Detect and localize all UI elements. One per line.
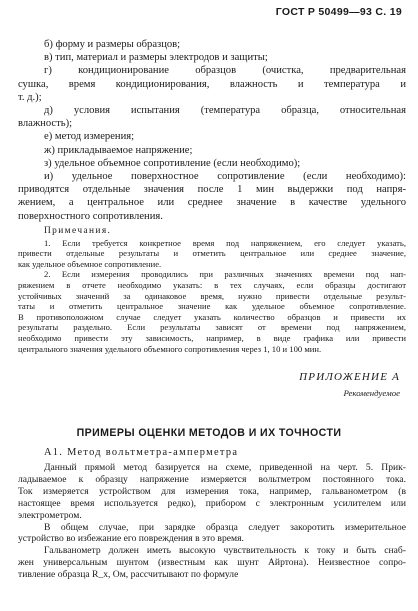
body-line-3: Ток измеряется устройством для измерения тока, например, гальванометром (в (18, 485, 406, 497)
section-title: ПРИМЕРЫ ОЦЕНКИ МЕТОДОВ И ИХ ТОЧНОСТИ (76, 427, 342, 439)
appendix-subtitle: Рекомендуемое (343, 388, 400, 398)
list-item-zh: ж) прикладываемое напряжение; (44, 144, 193, 156)
note-2-line-6: результаты раздельно. Если результаты зависят от времени под напряжением, (18, 322, 406, 333)
list-item-i-cont-1: приводятся отдельные значения после 1 мин выдержки под напря- (18, 184, 406, 196)
note-2-line-3: устойчивых значений за одинаковое время, нужно привести отдельные результ- (18, 290, 406, 301)
body-line-6: В общем случае, при зарядке образца следует закоротить измерительное (44, 521, 406, 533)
notes-title: Примечания. (44, 226, 112, 236)
note-1-line-3: как удельное объемное сопротивление. (18, 258, 162, 269)
body-line-8: Гальванометр должен иметь высокую чувствительность к току и быть снаб- (44, 545, 406, 557)
note-2-line-2: ряжением в отчете необходимо указать: в тех случаях, если образцы достигают (18, 279, 406, 290)
list-item-d-end: влажность); (18, 118, 73, 130)
list-item-v: в) тип, материал и размеры электродов и защиты; (44, 52, 268, 64)
body-line-2: ладываемое к образцу напряжение измеряется вольтметром постоянного тока. (18, 473, 406, 485)
body-line-1: Данный прямой метод базируется на схеме, приведенной на черт. 5. Прик- (44, 462, 406, 473)
note-1-line-2: привести отдельные результаты и отметить центральное или среднее значение, (18, 248, 406, 259)
report-items-list (18, 38, 406, 223)
notes-block (18, 226, 406, 354)
list-item-d: д) условия испытания (температура образца, относительная (44, 105, 406, 117)
page-header: ГОСТ Р 50499—93 С. 19 (275, 6, 402, 18)
list-item-g-cont: сушка, время кондиционирования, влажность и температура и (18, 78, 406, 90)
note-2-line-1: 2. Если измерения проводились при различных значениях времени под нап- (44, 269, 406, 280)
subsection-a1 (18, 447, 406, 581)
note-2-line-8: центрального значения удельного объемного сопротивления через 1, 10 и 100 мин. (18, 343, 322, 354)
subsection-title: А1. Метод вольтметра-амперметра (44, 447, 239, 458)
list-item-z: з) удельное объемное сопротивление (если необходимо); (44, 157, 301, 169)
body-line-7: устройство во избежание его повреждения в это время. (18, 533, 244, 545)
list-item-e: е) метод измерения; (44, 131, 135, 143)
list-item-i-end: поверхностного сопротивления. (18, 210, 163, 222)
list-item-g: г) кондиционирование образцов (очистка, предварительная (44, 65, 406, 77)
list-item-i: и) удельное поверхностное сопротивление (если необходимо): (44, 171, 406, 183)
body-line-10: тивление образца R_x, Ом, рассчитывают по формуле (18, 569, 239, 581)
appendix-title: ПРИЛОЖЕНИЕ А (299, 371, 400, 383)
note-1-line-1: 1. Если требуется конкретное время под напряжением, его следует указать, (44, 237, 406, 248)
body-line-9: жен универсальным шунтом (известным как шунт Айртона). Неизвестное сопро- (18, 557, 406, 569)
list-item-g-end: т. д.); (18, 91, 42, 103)
body-line-5: электрометром. (18, 509, 82, 521)
body-line-4: настоящее время используется редко), прибором с электронным усилителем или (18, 497, 406, 509)
note-2-line-5: В противоположном случае следует указать количество образцов и привести их (18, 311, 406, 322)
list-item-b: б) форму и размеры образцов; (44, 39, 181, 50)
list-item-i-cont-2: жением, а центральное или среднее значение в качестве удельного (18, 197, 406, 209)
note-2-line-7: необходимо привести эту зависимость, например, в виде графика или привести (18, 332, 406, 343)
note-2-line-4: таты и отметить центральное значение как удельное объемное сопротивление. (18, 301, 406, 312)
